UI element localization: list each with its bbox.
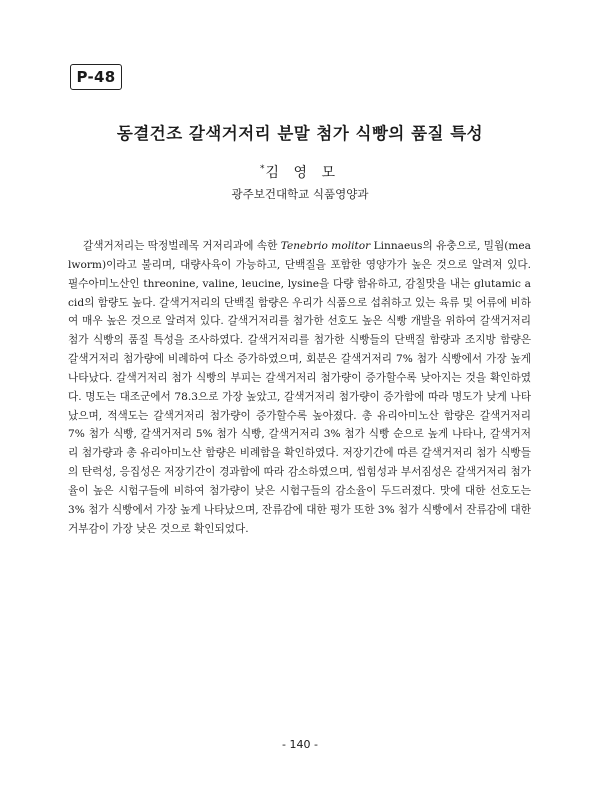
page-number: - 140 -: [282, 738, 318, 751]
author-affiliation: 광주보건대학교 식품영양과: [231, 187, 369, 201]
corresponding-author-mark: *: [260, 164, 265, 174]
paper-title: 동결건조 갈색거저리 분말 첨가 식빵의 품질 특성: [116, 124, 484, 143]
abstract-body: [68, 237, 531, 539]
species-name: Tenebrio molitor: [280, 240, 371, 252]
abstract-text-intro: 갈색거저리는 딱정벌레목 거저리과에 속한: [83, 240, 281, 252]
poster-code-badge: [70, 64, 122, 90]
poster-code-label: P-48: [76, 68, 116, 86]
author-name: 김 영 모: [265, 165, 340, 181]
abstract-text-main: Linnaeus의 유충으로, 밀웜(mealworm)이라고 불리며, 대량사육이 가능하고, 단백질을 포함한 영양가가 높은 것으로 알려져 있다. 필수아미노산인 threonine, valine, leucine, lysine을 다량 함유하고, 감칠맛을 내는 glutamic acid의 함량도 높다. 갈색거저리의 단백질 함량은 우리가 식품으로 섭취하고 있는 육류 및 어류에 비하여 매우 높은 것으로 알려져 있다. 갈색거저리를 첨가한 선호도 높은 식빵 개발을 위하여 갈색거저리 첨가 식빵의 품질 특성을 조사하였다. 갈색거저리를 첨가한 식빵들의 단백질 함량과 조지방 함량은 갈색거저리 첨가량에 비례하여 다소 증가하였으며, 회분은 갈색거저리 7% 첨가 식빵에서 가장 높게 나타났다. 갈색거저리 첨가 식빵의 부피는 갈색거저리 첨가량이 증가할수록 낮아지는 것을 확인하였다. 명도는 대조군에서 78.3으로 가장 높았고, 갈색거저리 첨가량이 증가함에 따라 명도가 낮게 나타났으며, 적색도는 갈색거저리 첨가량이 증가할수록 높아졌다. 총 유리아미노산 함량은 갈색거저리 7% 첨가 식빵, 갈색거저리 5% 첨가 식빵, 갈색거저리 3% 첨가 식빵 순으로 높게 나타나, 갈색거저리 첨가량과 총 유리아미노산 함량은 비례함을 확인하였다. 저장기간에 따른 갈색거저리 첨가 식빵들의 탄력성, 응집성은 저장기간이 경과함에 따라 감소하였으며, 씹힘성과 부서짐성은 갈색거저리 첨가율이 높은 시험구들에 비하여 첨가량이 낮은 시험구들의 감소율이 두드러졌다. 맛에 대한 선호도는 3% 첨가 식빵에서 가장 높게 나타났으며, 잔류감에 대한 평가 또한 3% 첨가 식빵에서 잔류감에 대한 거부감이 가장 낮은 것으로 확인되었다.: [68, 240, 532, 535]
author-line: [0, 162, 600, 182]
